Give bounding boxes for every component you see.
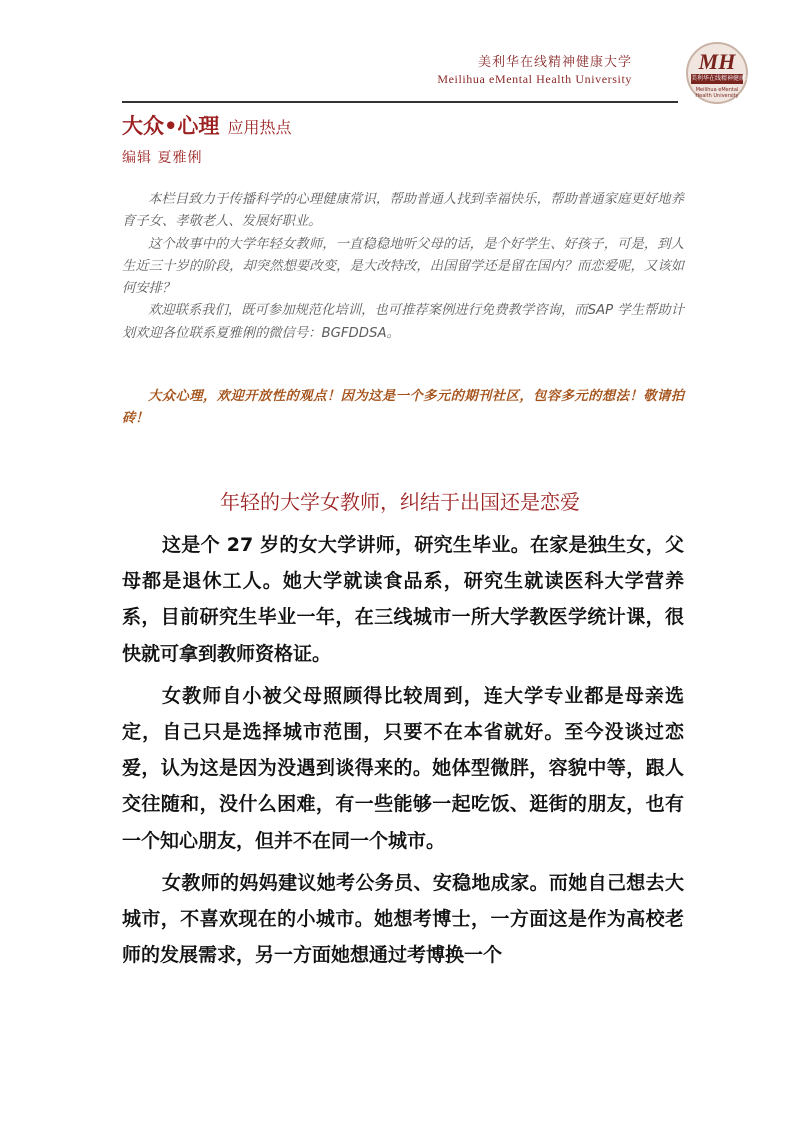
logo-band: 美利华在线精神健康大学 (691, 75, 758, 82)
article-title: 年轻的大学女教师，纠结于出国还是恋爱 (220, 490, 580, 514)
article-paragraph: 女教师的妈妈建议她考公务员、安稳地成家。而她自己想去大城市，不喜欢现在的小城市。她想考博士，一方面这是作为高校老师的发展需求，另一方面她想通过考博换一个 (122, 871, 684, 967)
logo-subtext: Meilihua eMental Health University (695, 87, 739, 99)
column-title: 大众•心理 (122, 113, 220, 138)
column-intro (122, 189, 684, 345)
university-name-en: Meilihua eMental Health University (437, 72, 632, 86)
intro-paragraph: 本栏目致力于传播科学的心理健康常识，帮助普通人找到幸福快乐，帮助普通家庭更好地养育子女、孝敬老人、发展好职业。 (122, 192, 684, 230)
column-heading (122, 110, 291, 140)
editor-credit: 编辑 夏雅俐 (122, 150, 203, 166)
intro-paragraph: 这个故事中的大学年轻女教师，一直稳稳地听父母的话，是个好学生、好孩子，可是，到人生近三十岁的阶段，却突然想要改变，是大改特改，出国留学还是留在国内？而恋爱呢，又该如何安排？ (122, 236, 684, 297)
article-paragraph: 这是个 27 岁的女大学讲师，研究生毕业。在家是独生女，父母都是退休工人。她大学就读食品系，研究生就读医科大学营养系，目前研究生毕业一年，在三线城市一所大学教医学统计课，很快就可拿到教师资格证。 (122, 534, 684, 665)
logo-letters: MH (698, 49, 736, 74)
column-subtitle: 应用热点 (227, 118, 292, 137)
article-body (122, 527, 684, 979)
article-paragraph: 女教师自小被父母照顾得比较周到，连大学专业都是母亲选定，自己只是选择城市范围，只要不在本省就好。至今没谈过恋爱，认为这是因为没遇到谈得来的。她体型微胖，容貌中等，跟人交往随和，没什么困难，有一些能够一起吃饭、逛街的朋友，也有一个知心朋友，但并不在同一个城市。 (122, 684, 684, 852)
university-header (437, 54, 632, 87)
column-slogan: 大众心理，欢迎开放性的观点！因为这是一个多元的期刊社区，包容多元的想法！敬请拍砖！ (122, 389, 684, 427)
university-logo (686, 42, 758, 104)
header-divider (122, 101, 678, 103)
intro-paragraph: 欢迎联系我们，既可参加规范化培训，也可推荐案例进行免费教学咨询，而SAP 学生帮助计划欢迎各位联系夏雅俐的微信号：BGFDDSA。 (122, 303, 684, 341)
university-name-cn: 美利华在线精神健康大学 (477, 55, 632, 70)
